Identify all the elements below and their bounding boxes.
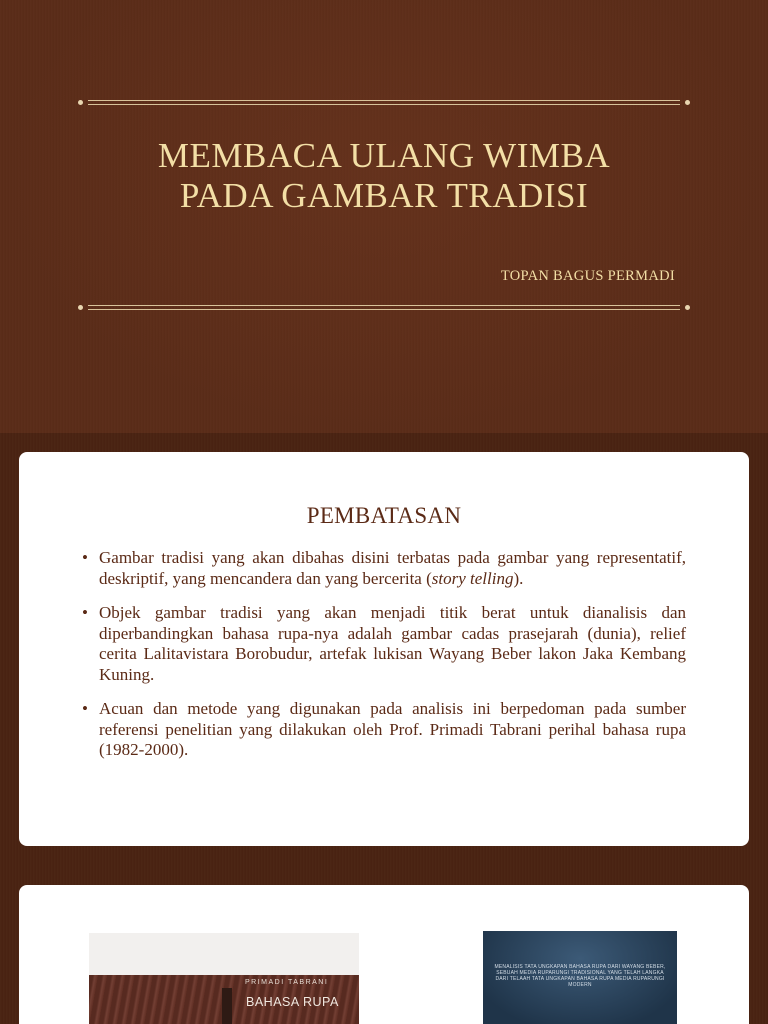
rule-line xyxy=(88,309,680,310)
rule-line xyxy=(88,100,680,101)
bullet-item xyxy=(82,603,686,685)
bullet-text-tail: ). xyxy=(513,568,524,588)
bullet-marker: • xyxy=(82,699,88,718)
rule-dot xyxy=(78,305,83,310)
bottom-ornament-rule xyxy=(78,305,690,311)
bullet-text: Acuan dan metode yang digunakan pada analisis ini berpedoman pada sumber referensi penelitian yang dilakukan oleh Prof. Primadi Tabrani perihal bahasa rupa (1982-2000). xyxy=(99,699,686,759)
title-line-1: MEMBACA ULANG WIMBA xyxy=(157,136,611,175)
rule-line xyxy=(88,305,680,306)
rule-dot xyxy=(78,100,83,105)
book-spine xyxy=(222,988,232,1024)
top-ornament-rule xyxy=(78,100,690,106)
title-slide xyxy=(0,0,768,433)
book-cover-text: MENALISIS TATA UNGKAPAN BAHASA RUPA DARI WAYANG BEBER, SEBUAH MEDIA RUPARUNGI TRADISIONAL YANG TELAH LANGKA DARI TELAAH TATA UNGKAPAN BAHASA RUPA MEDIA RUPARUNGI MODERN xyxy=(494,964,666,988)
bullet-text: Objek gambar tradisi yang akan menjadi titik berat untuk dianalisis dan diperbandingkan bahasa rupa-nya adalah gambar cadas prasejarah (dunia), relief cerita Lalitavistara Borobudur, artefak lukisan Wayang Beber lakon Jaka Kembang Kuning. xyxy=(99,603,686,684)
slide-title xyxy=(60,136,708,216)
book-cover-bahasa-rupa xyxy=(89,933,359,1024)
bullet-item xyxy=(82,548,686,589)
title-line-2: PADA GAMBAR TRADISI xyxy=(179,176,589,215)
rule-dot xyxy=(685,305,690,310)
book-author: PRIMADI TABRANI xyxy=(245,979,329,986)
rule-dot xyxy=(685,100,690,105)
bullet-text: Gambar tradisi yang akan dibahas disini terbatas pada gambar yang representatif, deskriptif, yang mencandera dan yang bercerita ( xyxy=(99,548,686,588)
bullet-marker: • xyxy=(82,603,88,622)
book-title: BAHASA RUPA xyxy=(246,995,339,1009)
author-name: TOPAN BAGUS PERMADI xyxy=(500,268,675,284)
book-cover-dissertation xyxy=(483,931,677,1024)
bullet-list xyxy=(82,548,686,775)
bullet-marker: • xyxy=(82,548,88,567)
bullet-item xyxy=(82,699,686,761)
content-slide-heading: PEMBATASAN xyxy=(306,503,462,528)
bullet-italic-text: story telling xyxy=(431,568,514,588)
rule-line xyxy=(88,104,680,105)
